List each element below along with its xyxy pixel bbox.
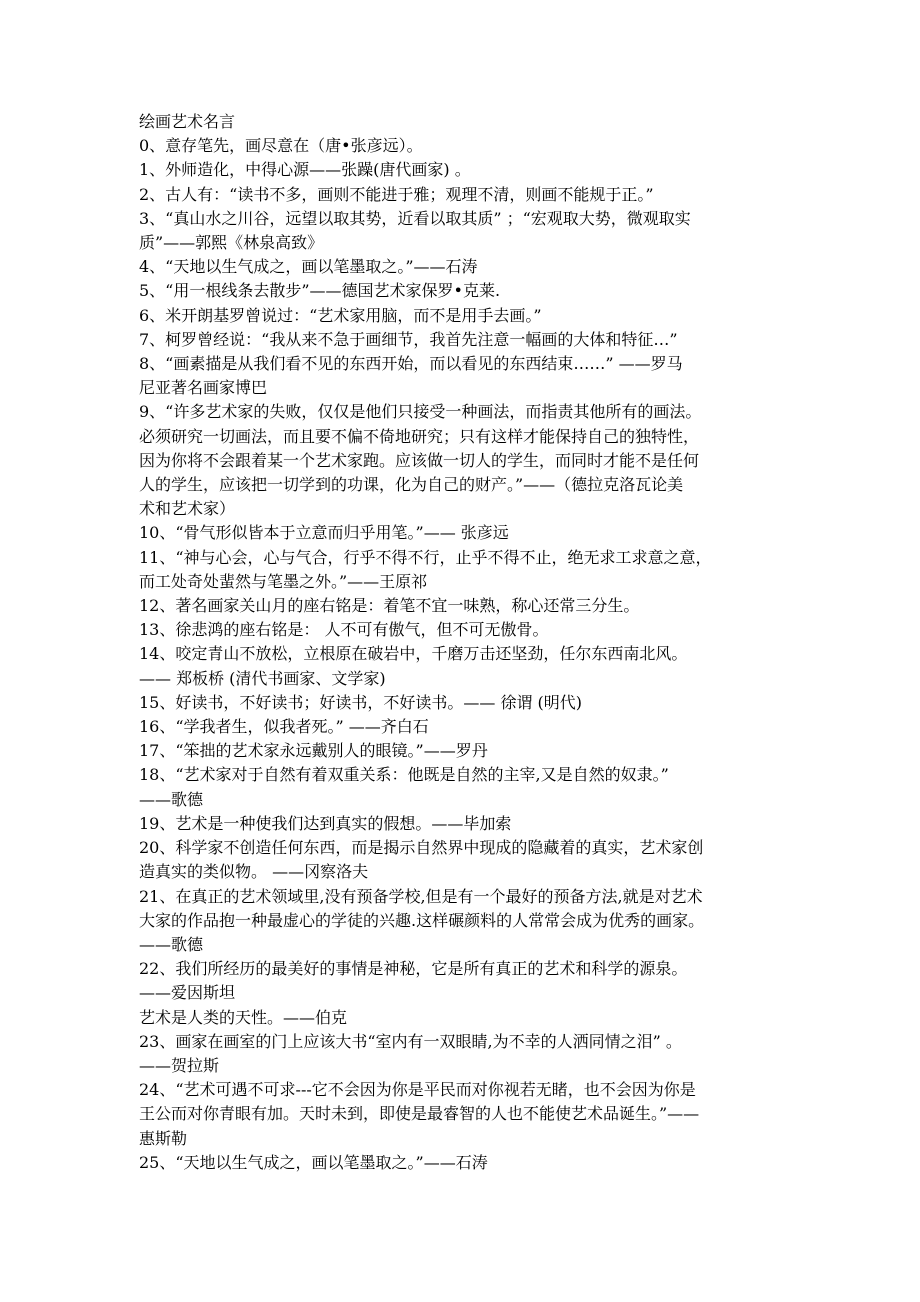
text-line: 惠斯勒 (139, 1128, 188, 1148)
text-line: 1、外师造化，中得心源——张躁(唐代画家) 。 (139, 160, 471, 180)
text-line: ——歌德 (139, 789, 204, 809)
text-line: 23、画家在画室的门上应该大书“室内有一双眼睛,为不幸的人洒同情之泪” 。 (139, 1031, 682, 1051)
text-line: 0、意存笔先，画尽意在（唐•张彦远）。 (139, 136, 423, 156)
text-line: 10、“骨气形似皆本于立意而归乎用笔。”—— 张彦远 (139, 523, 509, 543)
text-line: 王公而对你青眼有加。天时未到，即使是最睿智的人也不能使艺术品诞生。”—— (139, 1104, 700, 1124)
text-line: 18、“艺术家对于自然有着双重关系：他既是自然的主宰,又是自然的奴隶。” (139, 765, 669, 785)
text-line: 16、“学我者生，似我者死。” ——齐白石 (139, 717, 429, 737)
text-line: —— 郑板桥 (清代书画家、文学家) (139, 668, 386, 688)
text-line: 11、“神与心会，心与气合，行乎不得不行，止乎不得不止，绝无求工求意之意， (139, 547, 712, 567)
text-line: 7、柯罗曾经说：“我从来不急于画细节，我首先注意一幅画的大体和特征…” (139, 329, 678, 349)
document-body (139, 110, 789, 1175)
text-line: 24、“艺术可遇不可求---它不会因为你是平民而对你视若无睹，也不会因为你是 (139, 1080, 696, 1100)
text-line: 人的学生，应该把一切学到的功课，化为自己的财产。”——（德拉克洛瓦论美 (139, 475, 684, 495)
text-line: 8、“画素描是从我们看不见的东西开始，而以看见的东西结束……” ——罗马 (139, 354, 683, 374)
document-title: 绘画艺术名言 (139, 112, 236, 131)
text-line: 因为你将不会跟着某一个艺术家跑。应该做一切人的学生，而同时才能不是任何 (139, 450, 700, 470)
text-line: 必须研究一切画法，而且要不偏不倚地研究；只有这样才能保持自己的独特性， (139, 426, 700, 446)
text-line: 17、“笨拙的艺术家永远戴别人的眼镜。”——罗丹 (139, 741, 488, 761)
text-line: 22、我们所经历的最美好的事情是神秘，它是所有真正的艺术和科学的源泉。 (139, 959, 688, 979)
text-line: 大家的作品抱一种最虚心的学徒的兴趣.这样碾颜料的人常常会成为优秀的画家。 (139, 910, 705, 930)
text-line: 尼亚著名画家博巴 (139, 378, 268, 398)
text-line: 6、米开朗基罗曾说过：“艺术家用脑，而不是用手去画。” (139, 305, 542, 325)
text-line: 15、好读书，不好读书；好读书，不好读书。—— 徐谓 (明代) (139, 692, 583, 712)
text-line: ——贺拉斯 (139, 1055, 220, 1075)
text-line: 而工处奇处蜚然与笔墨之外。”——王原祁 (139, 571, 428, 591)
text-line: 造真实的类似物。 ——冈察洛夫 (139, 862, 369, 882)
text-line: 4、“天地以生气成之，画以笔墨取之。”——石涛 (139, 257, 478, 277)
text-line: 19、艺术是一种使我们达到真实的假想。——毕加索 (139, 813, 512, 833)
text-line: 质”——郭熙《林泉高致》 (139, 233, 324, 253)
text-line: 12、著名画家关山月的座右铭是：着笔不宜一味熟，称心还常三分生。 (139, 596, 640, 616)
text-line: ——歌德 (139, 934, 204, 954)
text-line: 9、“许多艺术家的失败，仅仅是他们只接受一种画法，而指责其他所有的画法。 (139, 402, 702, 422)
text-line: 5、“用一根线条去散步”——德国艺术家保罗•克莱. (139, 281, 501, 301)
text-line: 3、“真山水之川谷，远望以取其势，近看以取其质” ；“宏观取大势，微观取实 (139, 208, 691, 228)
text-line: 14、咬定青山不放松，立根原在破岩中，千磨万击还坚劲，任尔东西南北风。 (139, 644, 688, 664)
text-line: 20、科学家不创造任何东西，而是揭示自然界中现成的隐藏着的真实，艺术家创 (139, 838, 704, 858)
text-line: 艺术是人类的天性。——伯克 (139, 1007, 348, 1027)
text-line: 25、“天地以生气成之，画以笔墨取之。”——石涛 (139, 1152, 488, 1172)
text-line: 21、在真正的艺术领域里,没有预备学校,但是有一个最好的预备方法,就是对艺术 (139, 886, 703, 906)
text-line: 2、古人有：“读书不多，画则不能进于雅；观理不清，则画不能规于正。” (139, 184, 654, 204)
text-line: ——爱因斯坦 (139, 983, 236, 1003)
text-line: 13、徐悲鸿的座右铭是： 人不可有傲气，但不可无傲骨。 (139, 620, 549, 640)
text-line: 术和艺术家） (139, 499, 236, 519)
